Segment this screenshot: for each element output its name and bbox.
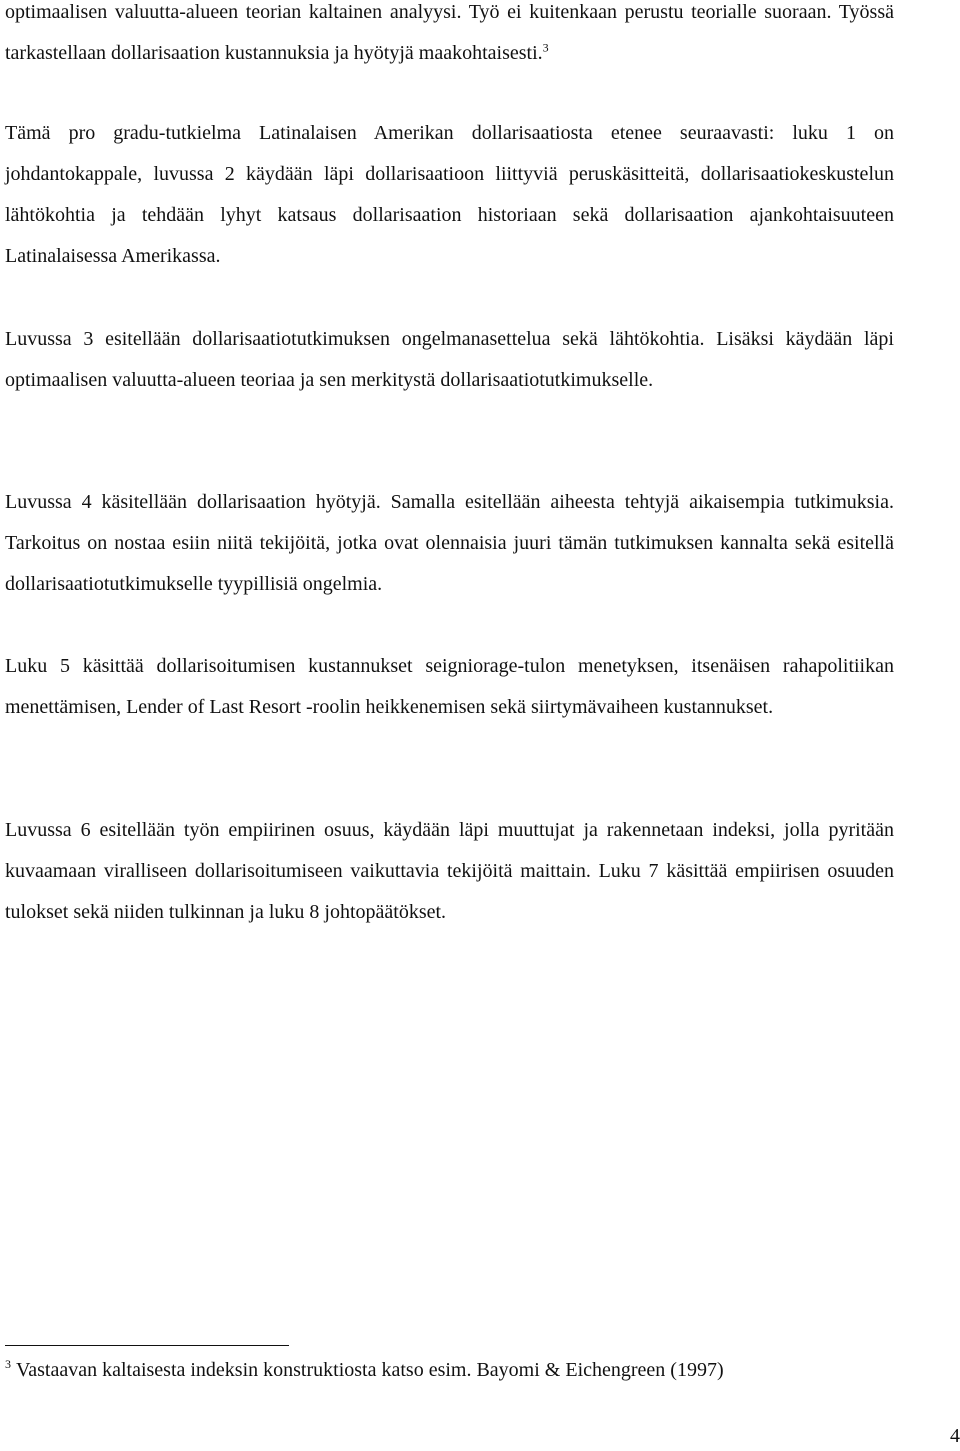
- page-number: 4: [950, 1425, 960, 1447]
- footnote: [5, 1356, 905, 1384]
- footnote-divider: [5, 1345, 289, 1346]
- footnote-number: 3: [5, 1357, 11, 1372]
- paragraph-chapter-5: Luku 5 käsittää dollarisoitumisen kustannukset seigniorage-tulon menetyksen, itsenäisen rahapolitiikan menettämisen, Lender of Last Resort -roolin heikkenemisen sekä siirtymävaiheen kustannukset.: [5, 655, 894, 718]
- footnote-reference[interactable]: 3: [542, 40, 549, 55]
- paragraph-text: optimaalisen valuutta-alueen teorian kaltainen analyysi. Työ ei kuitenkaan perustu teorialle suoraan. Työssä tarkastellaan dollarisaation kustannuksia ja hyötyjä maakohtaisesti.: [5, 1, 894, 64]
- paragraph-chapter-3: Luvussa 3 esitellään dollarisaatiotutkimuksen ongelmanasettelua sekä lähtökohtia. Lisäksi käydään läpi optimaalisen valuutta-alueen teoriaa ja sen merkitystä dollarisaatiotutkimukselle.: [5, 328, 894, 391]
- paragraph-chapter-6-8: Luvussa 6 esitellään työn empiirinen osuus, käydään läpi muuttujat ja rakennetaan indeksi, jolla pyritään kuvaamaan viralliseen dollarisoitumiseen vaikuttavia tekijöitä maittain. Luku 7 käsittää empiirisen osuuden tulokset sekä niiden tulkinnan ja luku 8 johtopäätökset.: [5, 819, 894, 923]
- paragraph-chapter-4: Luvussa 4 käsitellään dollarisaation hyötyjä. Samalla esitellään aiheesta tehtyjä aikaisempia tutkimuksia. Tarkoitus on nostaa esiin niitä tekijöitä, jotka ovat olennaisia juuri tämän tutkimuksen kannalta sekä esitellä dollarisaatiotutkimukselle tyypillisiä ongelmia.: [5, 491, 894, 595]
- footnote-text: Vastaavan kaltaisesta indeksin konstruktiosta katso esim. Bayomi & Eichengreen (1997): [16, 1359, 724, 1381]
- paragraph-intro-continuation: [5, 0, 894, 74]
- paragraph-structure-overview: Tämä pro gradu-tutkielma Latinalaisen Amerikan dollarisaatiosta etenee seuraavasti: luku 1 on johdantokappale, luvussa 2 käydään läpi dollarisaatioon liittyviä peruskäsitteitä, dollarisaatiokeskustelun lähtökohtia ja tehdään lyhyt katsaus dollarisaation historiaan sekä dollarisaation ajankohtaisuuteen Latinalaisessa Amerikassa.: [5, 122, 894, 267]
